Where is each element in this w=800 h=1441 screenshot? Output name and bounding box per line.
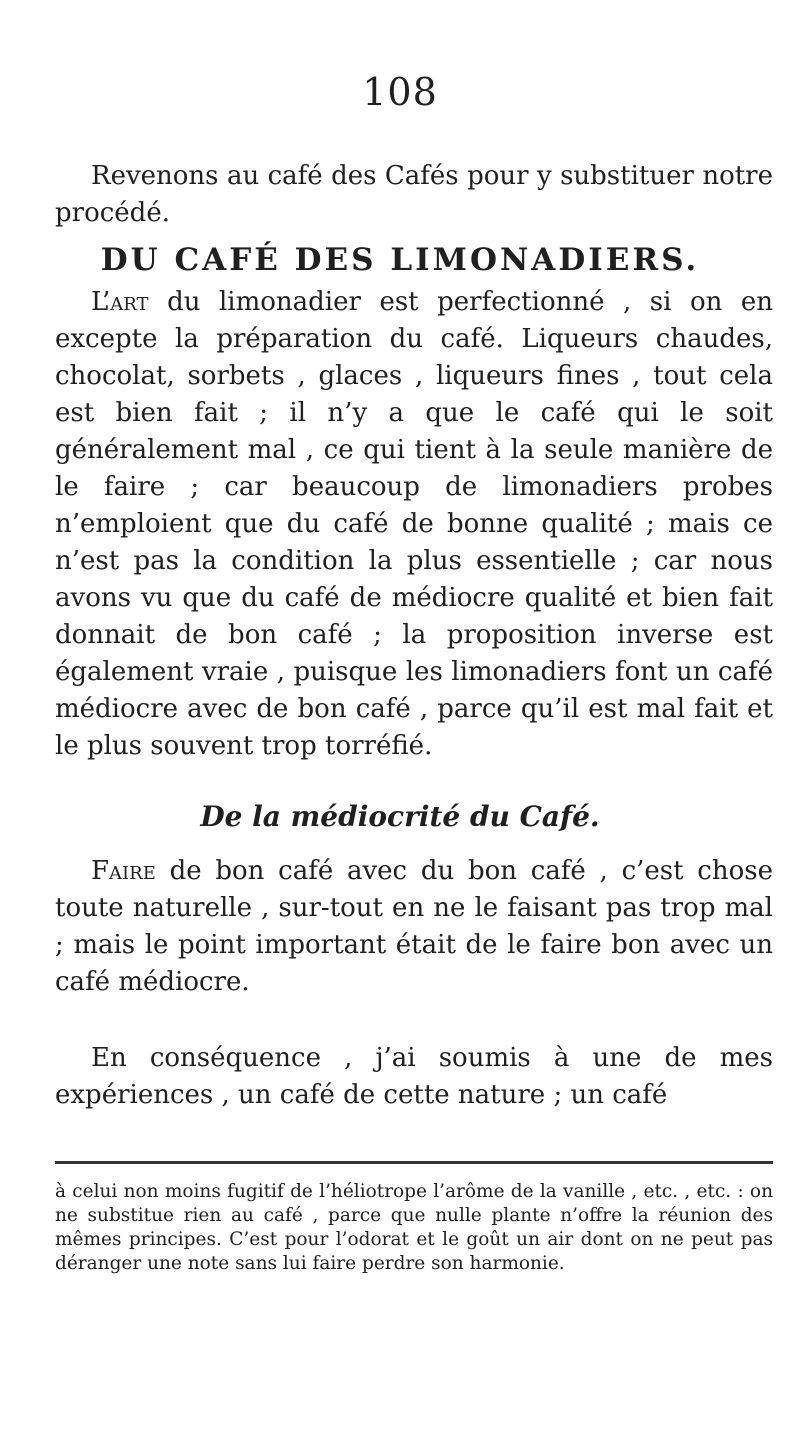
paragraph-text: du limonadier est perfectionné , si on en excepte la préparation du café. Liqueurs chaudes, chocolat, sorbets , glaces , liqueurs fines , tout cela est bien fait ; il n’y a que le café qui le soit généralement mal , ce qui tient à la seule manière de le faire ; car beaucoup de limonadiers probes n’emploient que du café de bonne qualité ; mais ce n’est pas la condition la plus essentielle ; car nous avons vu que du café de médiocre qualité et bien fait donnait de bon café ; la proposition inverse est également vraie , puisque les limonadiers font un café médiocre avec de bon café , parce qu’il est mal fait et le plus souvent trop torréfié. <box>55 287 773 761</box>
paragraph-faire <box>55 853 773 1001</box>
section-title: DU CAFÉ DES LIMONADIERS. <box>100 242 700 278</box>
paragraph-text: de bon café avec du bon café , c’est chose toute naturelle , sur-tout en ne le faisant pas trop mal ; mais le point important était de le faire bon avec un café médiocre. <box>55 856 773 997</box>
paragraph-consequence: En conséquence , j’ai soumis à une de mes expériences , un café de cette nature ; un café <box>55 1043 773 1110</box>
paragraph-lead-word: Faire <box>91 856 156 886</box>
paragraph-limonadier <box>55 284 773 765</box>
intro-paragraph: Revenons au café des Cafés pour y substituer notre procédé. <box>55 161 773 228</box>
footnote-divider <box>55 1161 773 1164</box>
page-number: 108 <box>362 70 438 114</box>
paragraph-lead-word: L’art <box>91 287 149 317</box>
section-subtitle: De la médiocrité du Café. <box>200 800 600 833</box>
footnote: à celui non moins fugitif de l’héliotrope l’arôme de la vanille , etc. , etc. : on ne substitue rien au café , parce que nulle plante n’offre la réunion des mêmes principes. C’est pour l’odorat et le goût un air dont on ne peut pas déranger une note sans lui faire perdre son harmonie. <box>55 1181 773 1274</box>
